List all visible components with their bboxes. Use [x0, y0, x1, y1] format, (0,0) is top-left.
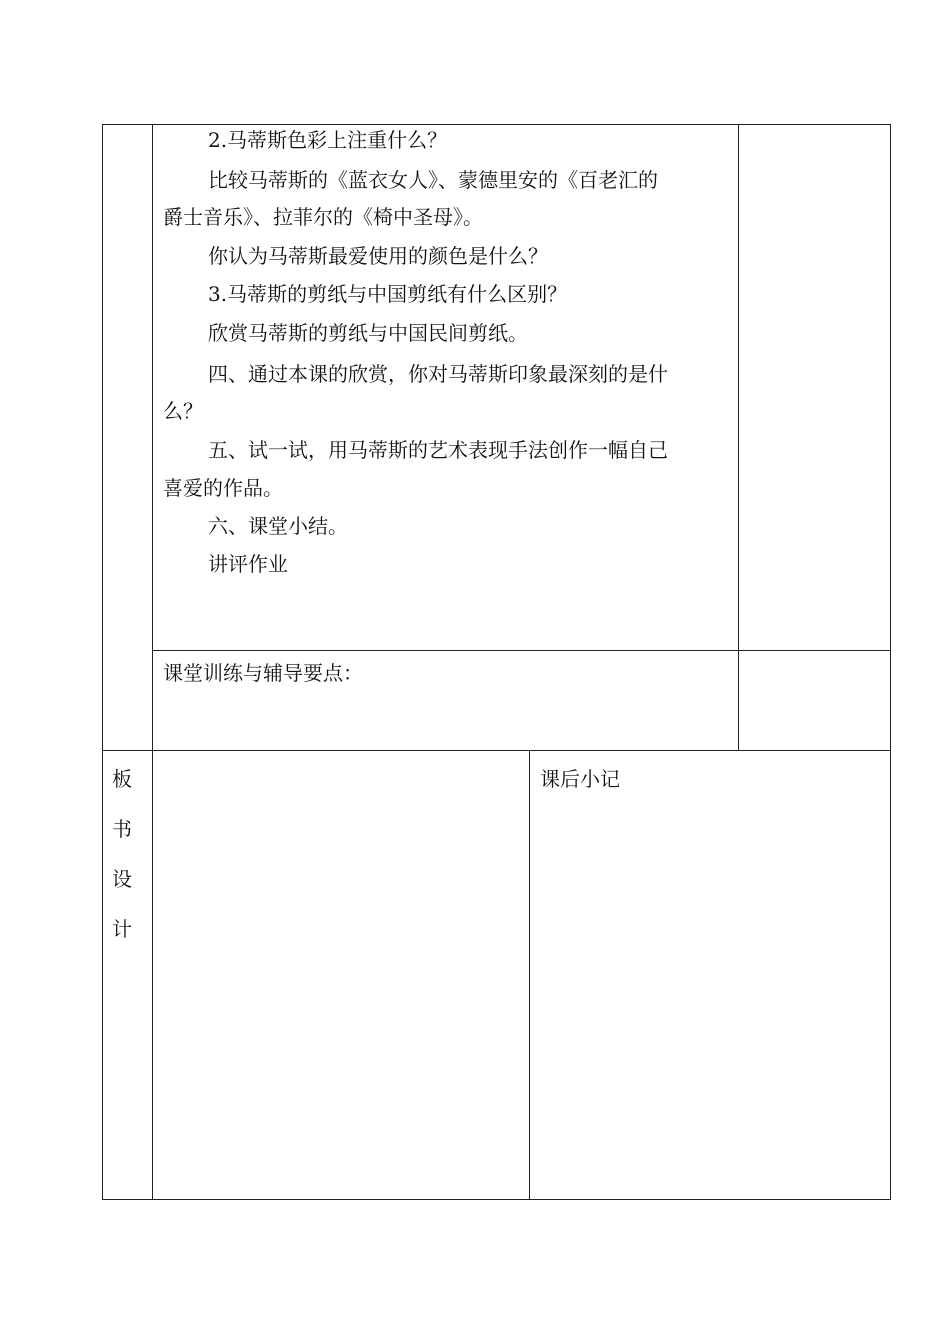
notes-column-divider: [738, 124, 739, 751]
content-line-11: 六、课堂小结。: [208, 514, 348, 538]
content-line-2: 比较马蒂斯的《蓝衣女人》、蒙德里安的《百老汇的: [208, 168, 658, 192]
content-line-6: 欣赏马蒂斯的剪纸与中国民间剪纸。: [208, 321, 528, 345]
content-line-8: 么？: [163, 399, 203, 423]
training-label: 课堂训练与辅导要点：: [163, 661, 363, 685]
label-column-divider: [152, 124, 153, 1200]
content-line-9: 五、试一试，用马蒂斯的艺术表现手法创作一幅自己: [208, 438, 668, 462]
content-line-10: 喜爱的作品。: [163, 476, 283, 500]
content-line-4: 你认为马蒂斯最爱使用的颜色是什么？: [208, 244, 548, 268]
table-right-border: [890, 124, 891, 1200]
content-line-1: 2.马蒂斯色彩上注重什么？: [208, 128, 448, 152]
board-design-char-2: 书: [112, 817, 132, 841]
after-class-notes-label: 课后小记: [540, 767, 620, 791]
content-line-7: 四、通过本课的欣赏，你对马蒂斯印象最深刻的是什: [208, 362, 668, 386]
table-bottom-border: [102, 1199, 891, 1200]
table-top-border: [102, 124, 891, 125]
content-line-3: 爵士音乐》、拉菲尔的《椅中圣母》。: [163, 205, 483, 229]
board-design-char-4: 计: [112, 917, 132, 941]
content-line-5: 3.马蒂斯的剪纸与中国剪纸有什么区别？: [208, 282, 568, 306]
board-design-char-1: 板: [112, 767, 132, 791]
table-left-border: [102, 124, 103, 1200]
content-training-divider: [152, 650, 891, 651]
board-design-char-3: 设: [112, 867, 132, 891]
board-notes-divider: [529, 750, 530, 1200]
content-line-12: 讲评作业: [208, 552, 288, 576]
table-row-divider: [102, 750, 891, 751]
